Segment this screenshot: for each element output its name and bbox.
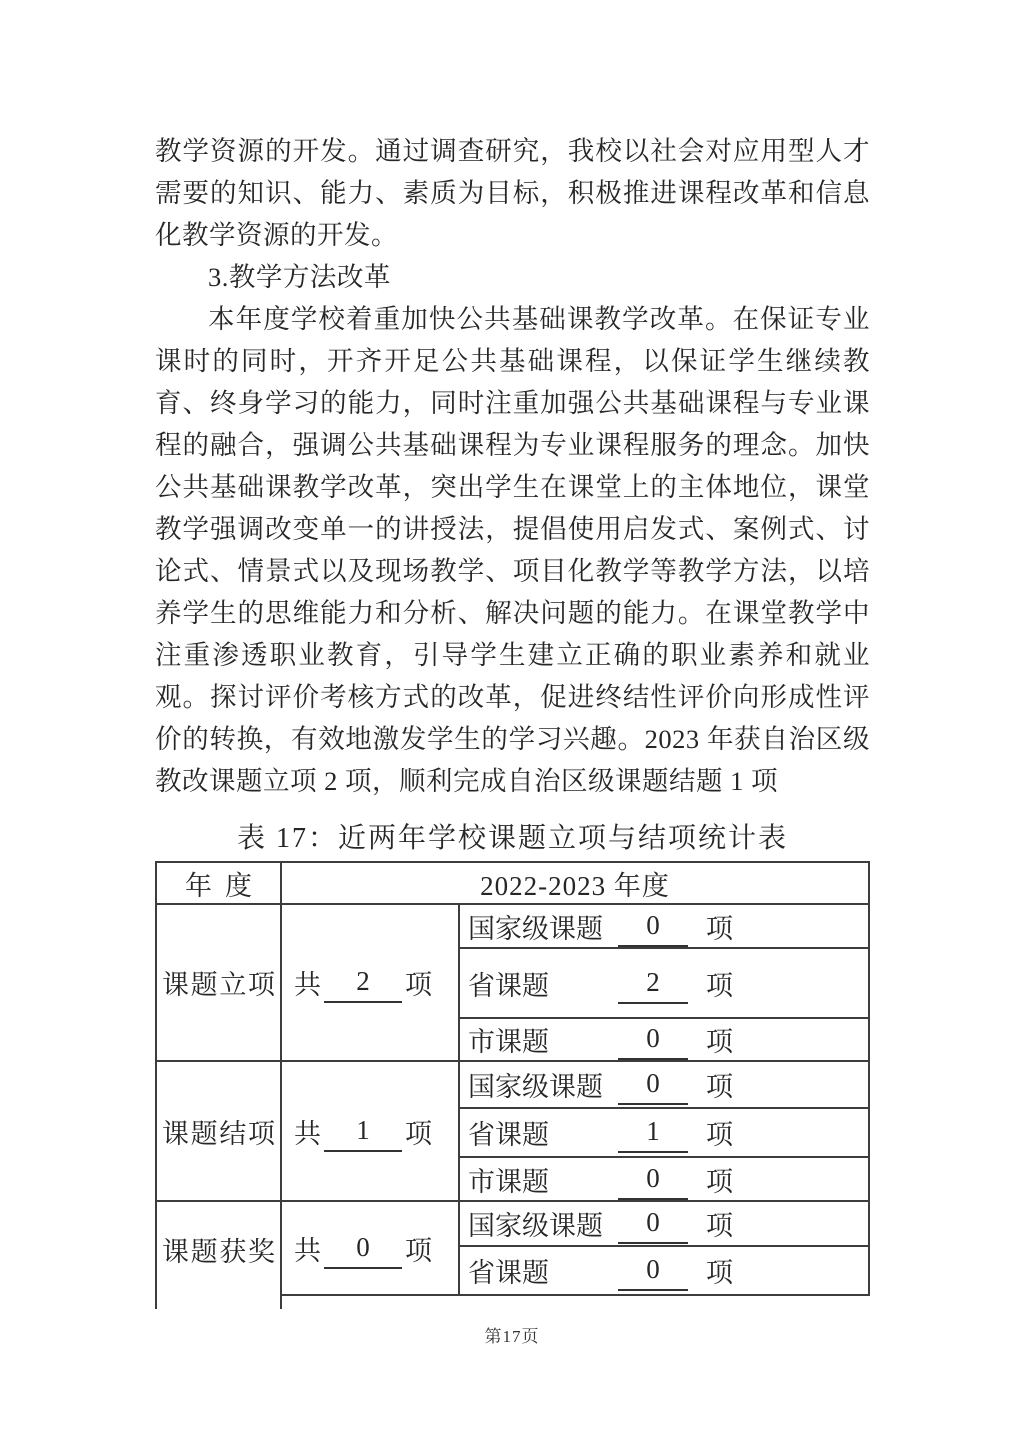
- section-heading: 3.教学方法改革: [208, 262, 391, 292]
- project-stats-table: [155, 861, 870, 1309]
- subrow-cell: [458, 1245, 870, 1296]
- paragraph: 教学资源的开发。通过调查研究，我校以社会对应用型人才需要的知识、能力、素质为目标，积极推进课程改革和信息化教学资源的开发。: [155, 136, 870, 250]
- total-prefix: 共: [294, 1235, 321, 1266]
- count-underline: 1: [618, 1116, 688, 1153]
- level-label: 市课题: [468, 1027, 549, 1057]
- year-value-cell: 2022-2023 年度: [280, 861, 870, 903]
- body-text-block: [155, 130, 870, 802]
- footer-page-number: 第17页: [484, 1327, 540, 1346]
- count-underline: 1: [324, 1115, 402, 1152]
- group-label-cell: [155, 1200, 280, 1309]
- count-underline: 0: [324, 1232, 402, 1269]
- count-underline: 0: [618, 1207, 688, 1244]
- subrow-cell: [458, 1017, 870, 1060]
- unit-label: 项: [706, 1166, 733, 1197]
- count-underline: 0: [618, 1254, 688, 1291]
- count-underline: 2: [324, 966, 402, 1003]
- count-underline: 0: [618, 1023, 688, 1060]
- group-total-cell: [280, 903, 458, 1060]
- unit-label: 项: [706, 1072, 733, 1102]
- total-prefix: 共: [294, 970, 321, 1000]
- unit-label: 项: [706, 970, 733, 1001]
- unit-label: 项: [706, 1211, 733, 1241]
- table-caption: 表 17：近两年学校课题立项与结项统计表: [236, 823, 788, 854]
- subrow-cell: [458, 903, 870, 947]
- group-label: 课题立项: [162, 970, 275, 1000]
- total-prefix: 共: [294, 1118, 321, 1149]
- level-label: 省课题: [468, 970, 549, 1001]
- subrow-cell: [458, 947, 870, 1017]
- unit-label: 项: [706, 1027, 733, 1057]
- unit-label: 项: [405, 1118, 432, 1149]
- group-label-cell: [155, 903, 280, 1060]
- table-cut-divider: [280, 1296, 458, 1309]
- unit-label: 项: [706, 1258, 733, 1288]
- group-label: 课题获奖: [162, 1237, 275, 1267]
- count-underline: 0: [618, 1068, 688, 1105]
- subrow-cell: [458, 1060, 870, 1107]
- paragraph: 本年度学校着重加快公共基础课教学改革。在保证专业课时的同时，开齐开足公共基础课程，以保证学生继续教育、终身学习的能力，同时注重加强公共基础课程与专业课程的融合，强调公共基础课程为专业课程服务的理念。加快公共基础课教学改革，突出学生在课堂上的主体地位，课堂教学强调改变单一的讲授法，提倡使用启发式、案例式、讨论式、情景式以及现场教学、项目化教学等教学方法，以培养学生的思维能力和分析、解决问题的能力。在课堂教学中注重渗透职业教育，引导学生建立正确的职业素养和就业观。探讨评价考核方式的改革，促进终结性评价向形成性评价的转换，有效地激发学生的学习兴趣。2023 年获自治区级教改课题立项 2 项，顺利完成自治区级课题结题 1 项: [155, 304, 870, 796]
- subrow-cell: [458, 1200, 870, 1245]
- group-total-cell: [280, 1200, 458, 1296]
- count-underline: 0: [618, 1163, 688, 1200]
- count-underline: 0: [618, 910, 688, 947]
- level-label: 省课题: [468, 1258, 549, 1288]
- year-header-cell: 年度: [155, 861, 280, 903]
- count-underline: 2: [618, 967, 688, 1004]
- level-label: 国家级课题: [468, 913, 603, 944]
- group-label-cell: [155, 1060, 280, 1200]
- unit-label: 项: [706, 913, 733, 944]
- unit-label: 项: [405, 1235, 432, 1266]
- unit-label: 项: [706, 1120, 733, 1150]
- level-label: 市课题: [468, 1166, 549, 1197]
- group-total-cell: [280, 1060, 458, 1200]
- level-label: 省课题: [468, 1120, 549, 1150]
- level-label: 国家级课题: [468, 1211, 603, 1241]
- subrow-cell: [458, 1107, 870, 1156]
- level-label: 国家级课题: [468, 1072, 603, 1102]
- group-label: 课题结项: [162, 1118, 275, 1149]
- subrow-cell: [458, 1156, 870, 1200]
- unit-label: 项: [405, 970, 432, 1000]
